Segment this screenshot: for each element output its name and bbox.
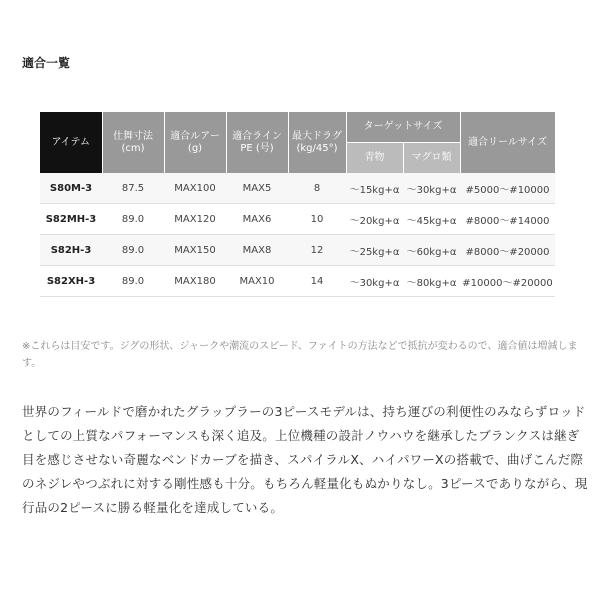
header-drag: 最大ドラグ (kg/45°) <box>288 112 346 173</box>
header-lure: 適合ルアー (g) <box>164 112 226 173</box>
footnote: ※これらは目安です。ジグの形状、ジャークや潮流のスピード、ファイトの方法などで抵抗が変わるので、適合値は増減します。 <box>22 341 578 369</box>
cell-length: 89.0 <box>102 266 164 297</box>
cell-model: S82MH-3 <box>40 204 102 235</box>
cell-reel: #8000〜#14000 <box>460 204 555 235</box>
cell-lure: MAX180 <box>164 266 226 297</box>
section-title: 適合一覧 <box>22 56 71 70</box>
cell-lure: MAX150 <box>164 235 226 266</box>
cell-line: MAX6 <box>226 204 288 235</box>
cell-aomono: 〜20kg+α <box>346 204 403 235</box>
table-row <box>40 266 555 297</box>
spec-table <box>40 112 556 297</box>
cell-lure: MAX100 <box>164 173 226 204</box>
cell-reel: #8000〜#20000 <box>460 235 555 266</box>
cell-line: MAX8 <box>226 235 288 266</box>
header-length: 仕舞寸法 (cm) <box>102 112 164 173</box>
header-reel: 適合リールサイズ <box>460 112 555 173</box>
cell-model: S82XH-3 <box>40 266 102 297</box>
header-line: 適合ライン PE (号) <box>226 112 288 173</box>
cell-maguro: 〜30kg+α <box>403 173 460 204</box>
cell-lure: MAX120 <box>164 204 226 235</box>
cell-length: 89.0 <box>102 204 164 235</box>
header-aomono: 青物 <box>346 143 403 174</box>
cell-length: 89.0 <box>102 235 164 266</box>
table-row <box>40 235 555 266</box>
cell-drag: 12 <box>288 235 346 266</box>
cell-maguro: 〜60kg+α <box>403 235 460 266</box>
cell-maguro: 〜80kg+α <box>403 266 460 297</box>
cell-length: 87.5 <box>102 173 164 204</box>
header-target: ターゲットサイズ <box>346 112 460 143</box>
cell-aomono: 〜25kg+α <box>346 235 403 266</box>
cell-drag: 14 <box>288 266 346 297</box>
header-item: アイテム <box>40 112 102 173</box>
cell-maguro: 〜45kg+α <box>403 204 460 235</box>
table-row <box>40 173 555 204</box>
cell-aomono: 〜30kg+α <box>346 266 403 297</box>
cell-line: MAX10 <box>226 266 288 297</box>
cell-aomono: 〜15kg+α <box>346 173 403 204</box>
cell-drag: 8 <box>288 173 346 204</box>
product-description: 世界のフィールドで磨かれたグラップラーの3ピースモデルは、持ち運びの利便性のみならずロッドとしての上質なパフォーマンスも深く追及。上位機種の設計ノウハウを継承したブランクスは継ぎ目を感じさせない奇麗なベンドカーブを描き、スパイラルX、ハイパワーXの搭載で、曲げこんだ際のネジレやつぶれに対する剛性感も十分。もちろん軽量化もぬかりなし。3ピースでありながら、現行品の2ピースに勝る軽量化を達成している。 <box>22 404 588 515</box>
cell-reel: #10000〜#20000 <box>460 266 555 297</box>
header-maguro: マグロ類 <box>403 143 460 174</box>
table-row <box>40 204 555 235</box>
cell-reel: #5000〜#10000 <box>460 173 555 204</box>
cell-model: S80M-3 <box>40 173 102 204</box>
cell-drag: 10 <box>288 204 346 235</box>
cell-line: MAX5 <box>226 173 288 204</box>
cell-model: S82H-3 <box>40 235 102 266</box>
